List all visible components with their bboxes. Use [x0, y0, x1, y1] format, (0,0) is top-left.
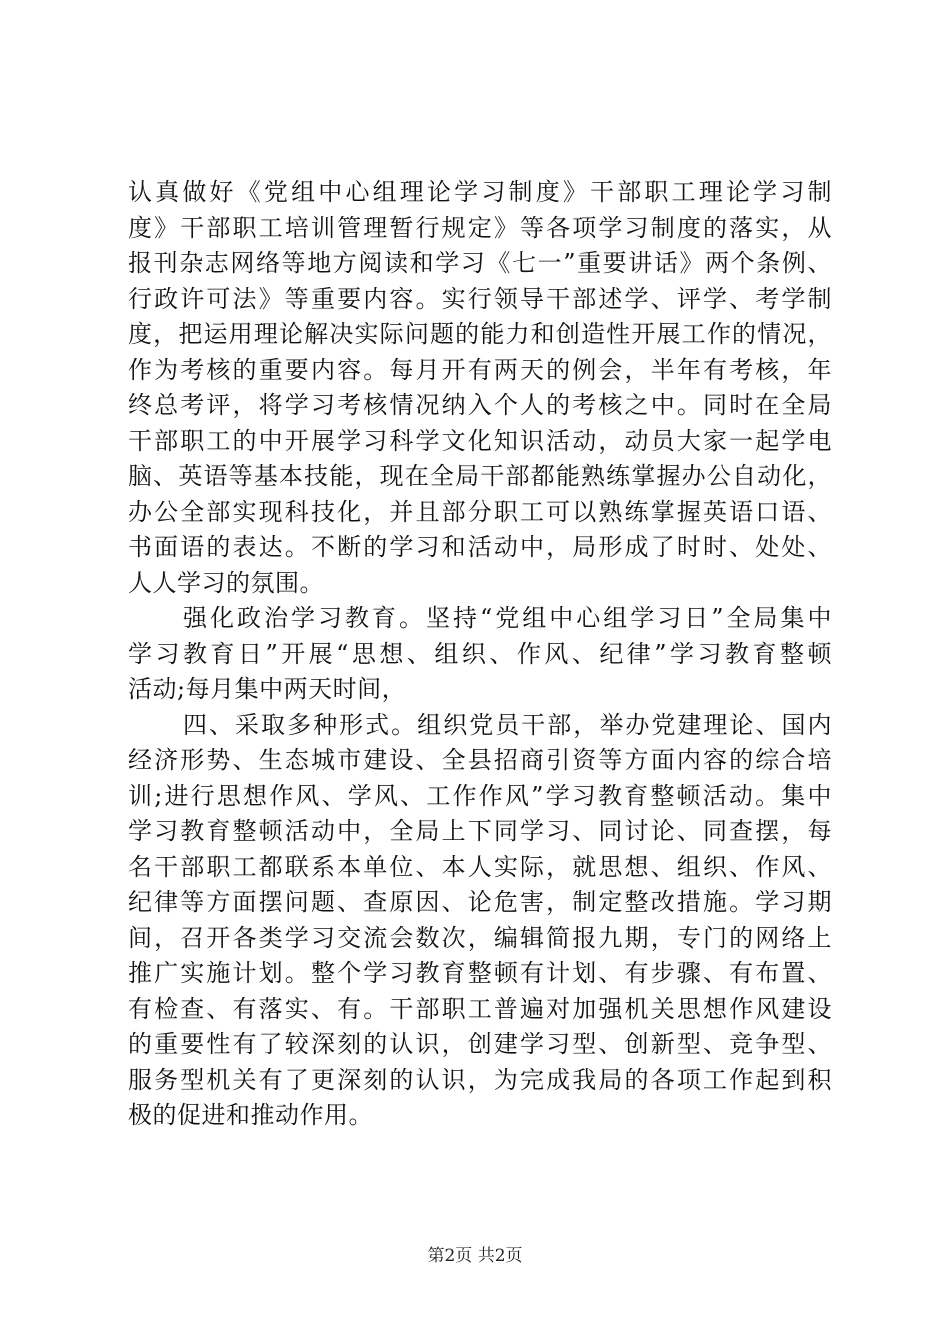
- page-number: 第2页 共2页: [427, 1246, 523, 1266]
- document-body: [128, 175, 832, 1134]
- text-line: 强化政治学习教育。坚持“党组中心组学习日”全局集中: [183, 604, 832, 632]
- paragraph: [128, 601, 832, 708]
- text-line: 书面语的表达。不断的学习和活动中，局形成了时时、处处、: [128, 533, 832, 561]
- text-line: 办公全部实现科技化，并且部分职工可以熟练掌握英语口语、: [128, 497, 832, 526]
- paragraph: [128, 175, 832, 601]
- text-line: 训;进行思想作风、学风、工作作风”学习教育整顿活动。集中: [128, 781, 832, 810]
- text-line: 四、采取多种形式。组织党员干部，举办党建理论、国内: [183, 710, 832, 739]
- text-line: 名干部职工都联系本单位、本人实际，就思想、组织、作风、: [128, 852, 832, 881]
- text-line: 作为考核的重要内容。每月开有两天的例会，半年有考核，年: [128, 355, 832, 384]
- text-line: 报刊杂志网络等地方阅读和学习《七一”重要讲话》两个条例、: [128, 249, 832, 277]
- text-line: 行政许可法》等重要内容。实行领导干部述学、评学、考学制: [128, 284, 832, 313]
- text-line: 脑、英语等基本技能，现在全局干部都能熟练掌握办公自动化，: [128, 462, 832, 490]
- text-line: 极的促进和推动作用。: [128, 1101, 373, 1129]
- text-line: 干部职工的中开展学习科学文化知识活动，动员大家一起学电: [128, 426, 832, 455]
- text-line: 学习教育日”开展“思想、组织、作风、纪律”学习教育整顿: [128, 639, 832, 668]
- text-line: 推广实施计划。整个学习教育整顿有计划、有步骤、有布置、: [128, 959, 832, 987]
- text-line: 度，把运用理论解决实际问题的能力和创造性开展工作的情况，: [128, 320, 832, 348]
- text-line: 终总考评，将学习考核情况纳入个人的考核之中。同时在全局: [128, 391, 832, 419]
- text-line: 人人学习的氛围。: [128, 568, 324, 597]
- text-line: 的重要性有了较深刻的认识，创建学习型、创新型、竞争型、: [128, 1030, 832, 1058]
- text-line: 学习教育整顿活动中，全局上下同学习、同讨论、同查摆，每: [128, 817, 832, 845]
- text-line: 有检查、有落实、有。干部职工普遍对加强机关思想作风建设: [128, 994, 832, 1023]
- text-line: 经济形势、生态城市建设、全县招商引资等方面内容的综合培: [128, 746, 832, 774]
- text-line: 纪律等方面摆问题、查原因、论危害，制定整改措施。学习期: [128, 888, 832, 916]
- text-line: 活动;每月集中两天时间，: [128, 675, 407, 703]
- text-line: 服务型机关有了更深刻的认识，为完成我局的各项工作起到积: [128, 1065, 832, 1094]
- text-line: 间，召开各类学习交流会数次，编辑简报九期，专门的网络上: [128, 923, 832, 952]
- paragraph: [128, 708, 832, 1134]
- text-line: 认真做好《党组中心组理论学习制度》干部职工理论学习制: [128, 178, 832, 206]
- text-line: 度》干部职工培训管理暂行规定》等各项学习制度的落实，从: [128, 213, 832, 242]
